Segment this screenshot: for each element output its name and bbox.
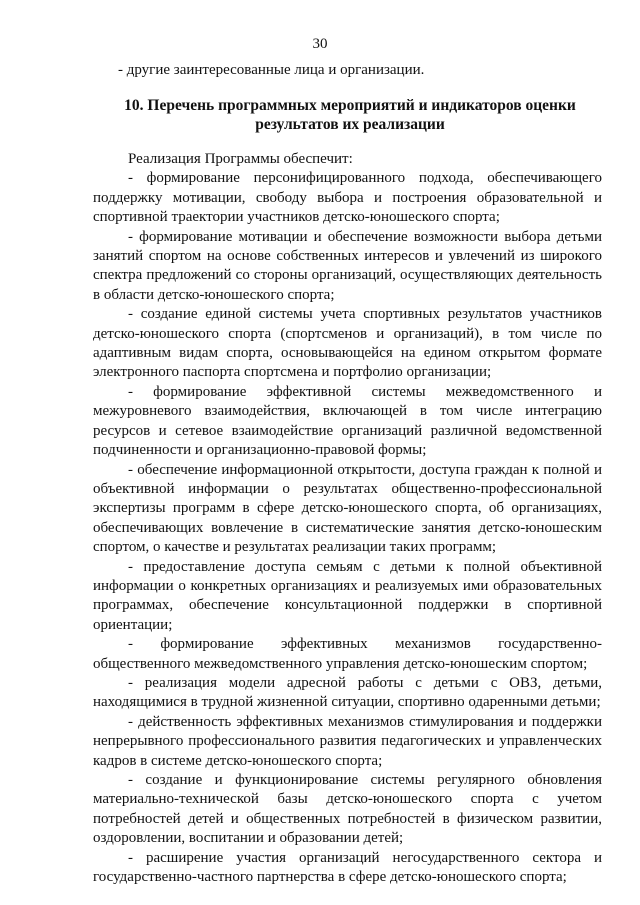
list-item: - обеспечение информационной открытости, доступа граждан к полной и объективной информации о результатах общественно-профессиональной экспертизы программ в сфере детско-юношеского спорта, об организациях, обеспечивающих вовлечение в систематические занятия детско-юношеским спортом, о качестве и результатах реализации таких программ; bbox=[93, 461, 602, 556]
section-heading: 10. Перечень программных мероприятий и индикаторов оценки результатов их реализации bbox=[124, 97, 576, 133]
list-item: - расширение участия организаций негосударственного сектора и государственно-частного партнерства в сфере детско-юношеского спорта; bbox=[93, 849, 602, 886]
list-item: - предоставление доступа семьям с детьми к полной объективной информации о конкретных организациях и реализуемых ими образовательных программах, обеспечение консультационной поддержки в спортивной ориентации; bbox=[93, 558, 602, 633]
list-item: - формирование персонифицированного подхода, обеспечивающего поддержку мотивации, свободу выбора и построения образовательной и спортивной траектории участников детско-юношеского спорта; bbox=[93, 170, 602, 226]
list-item: - формирование эффективных механизмов государственно-общественного межведомственного управления детско-юношеским спортом; bbox=[93, 636, 602, 672]
list-item: - создание и функционирование системы регулярного обновления материально-технической базы детско-юношеского спорта с учетом потребностей детей и общественных потребностей в физическом развитии, оздоровлении, воспитании и образовании детей; bbox=[93, 772, 602, 847]
section-body bbox=[93, 150, 602, 887]
list-item: - формирование эффективной системы межведомственного и межуровневого взаимодействия, включающей в том числе интеграцию ресурсов и сетевое взаимодействие организаций различной ведомственной подчиненности и организационно-правовой формы; bbox=[93, 383, 602, 459]
page-number: 30 bbox=[312, 36, 328, 52]
list-item: - формирование мотивации и обеспечение возможности выбора детьми занятий спортом на основе собственных интересов и увлечений из широкого спектра предложений со стороны организаций, осуществляющих деятельность в области детско-юношеского спорта; bbox=[93, 228, 602, 303]
list-item: - создание единой системы учета спортивных результатов участников детско-юношеского спорта (спортсменов и организаций), в том числе по адаптивным видам спорта, основывающейся на едином открытом формате электронного паспорта спортсмена и портфолио организации; bbox=[93, 306, 602, 381]
list-item: - реализация модели адресной работы с детьми с ОВЗ, детьми, находящимися в трудной жизненной ситуации, спортивно одаренными детьми; bbox=[93, 674, 602, 711]
list-item: - действенность эффективных механизмов стимулирования и поддержки непрерывного профессионального развития педагогических и управленческих кадров в системе детско-юношеского спорта; bbox=[93, 713, 602, 769]
section-lead: Реализация Программы обеспечит: bbox=[128, 151, 353, 167]
intro-line: - другие заинтересованные лица и организации. bbox=[118, 62, 425, 78]
